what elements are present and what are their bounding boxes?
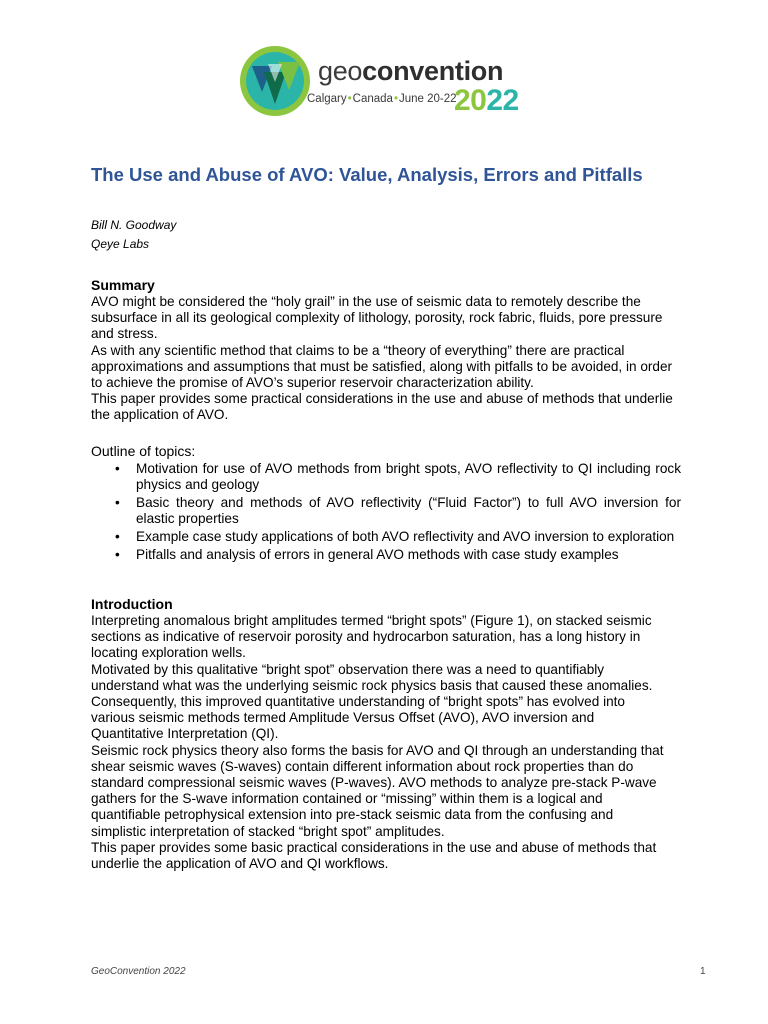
geoconvention-emblem-icon [238,44,312,118]
intro-line: shear seismic waves (S-waves) contain different information about rock properties than do [91,758,634,774]
outline-item: • Pitfalls and analysis of errors in general AVO methods with case study examples [115,546,619,562]
summary-line: to achieve the promise of AVO’s superior reservoir characterization ability. [91,375,534,391]
intro-line: This paper provides some basic practical considerations in the use and abuse of methods that [91,839,657,855]
intro-line: Interpreting anomalous bright amplitudes termed “bright spots” (Figure 1), on stacked seismic [91,613,652,628]
intro-line: standard compressional seismic waves (P-waves). AVO methods to analyze pre-stack P-wave [91,775,657,791]
summary-line: As with any scientific method that claims to be a “theory of everything” there are practical [91,342,625,358]
intro-line: sections as indicative of reservoir porosity and hydrocarbon saturation, has a long history in [91,629,641,645]
footer-conference: GeoConvention 2022 [91,966,186,977]
intro-line: quantifiable petrophysical extension into pre-stack seismic data from the confusing and [91,807,614,823]
bullet-icon: • [115,546,120,562]
author-affiliation: Qeye Labs [91,237,150,251]
summary-line: AVO might be considered the “holy grail” in the use of seismic data to remotely describe the [91,294,641,309]
outline-list [91,461,681,565]
paper-title: The Use and Abuse of AVO: Value, Analysis, Errors and Pitfalls [91,164,643,185]
logo-wordmark: geoconvention [318,56,504,86]
intro-line: Quantitative Interpretation (QI). [91,726,279,742]
summary-line: and stress. [91,326,158,342]
introduction-heading: Introduction [91,596,173,612]
outline-item: • Basic theory and methods of AVO reflectivity (“Fluid Factor”) to full AVO inversion for elastic properties [115,495,681,527]
outline-heading: Outline of topics: [91,443,196,459]
intro-line: understand what was the underlying seismic rock physics basis that caused these anomalies. [91,677,653,693]
bullet-icon: • [115,529,120,544]
summary-paragraph [91,294,679,424]
introduction-paragraph [91,613,679,872]
intro-line: Motivated by this qualitative “bright spot” observation there was a need to quantifiably [91,661,605,677]
summary-line: approximations and assumptions that must be satisfied, along with pitfalls to be avoided, in order [91,358,673,374]
summary-line: subsurface in all its geological complexity of lithology, porosity, rock fabric, fluids, pore pressure [91,310,663,326]
bullet-icon: • [115,495,120,510]
intro-line: Seismic rock physics theory also forms the basis for AVO and QI through an understanding that [91,742,664,758]
intro-line: Consequently, this improved quantitative understanding of “bright spots” has evolved into [91,694,625,710]
logo-year: 2022 [454,84,519,117]
outline-item: • Motivation for use of AVO methods from bright spots, AVO reflectivity to QI including rock physics and geology [115,461,681,493]
bullet-icon: • [115,461,120,476]
footer-page-number: 1 [700,966,706,977]
intro-line: gathers for the S-wave information contained or “missing” within them is a logical and [91,791,603,807]
summary-heading: Summary [91,277,155,293]
intro-line: locating exploration wells. [91,645,246,661]
logo-event-details: Calgary•Canada•June 20-22 [307,93,457,105]
outline-item: • Example case study applications of both AVO reflectivity and AVO inversion to exploration [115,529,675,544]
intro-line: simplistic interpretation of stacked “bright spot” amplitudes. [91,823,445,839]
intro-line: various seismic methods termed Amplitude Versus Offset (AVO), AVO inversion and [91,710,595,726]
summary-line: This paper provides some practical considerations in the use and abuse of methods that underlie [91,391,673,407]
intro-line: underlie the application of AVO and QI workflows. [91,856,389,872]
summary-line: the application of AVO. [91,407,229,423]
geoconvention-logo [238,44,538,124]
author-name: Bill N. Goodway [91,218,177,232]
